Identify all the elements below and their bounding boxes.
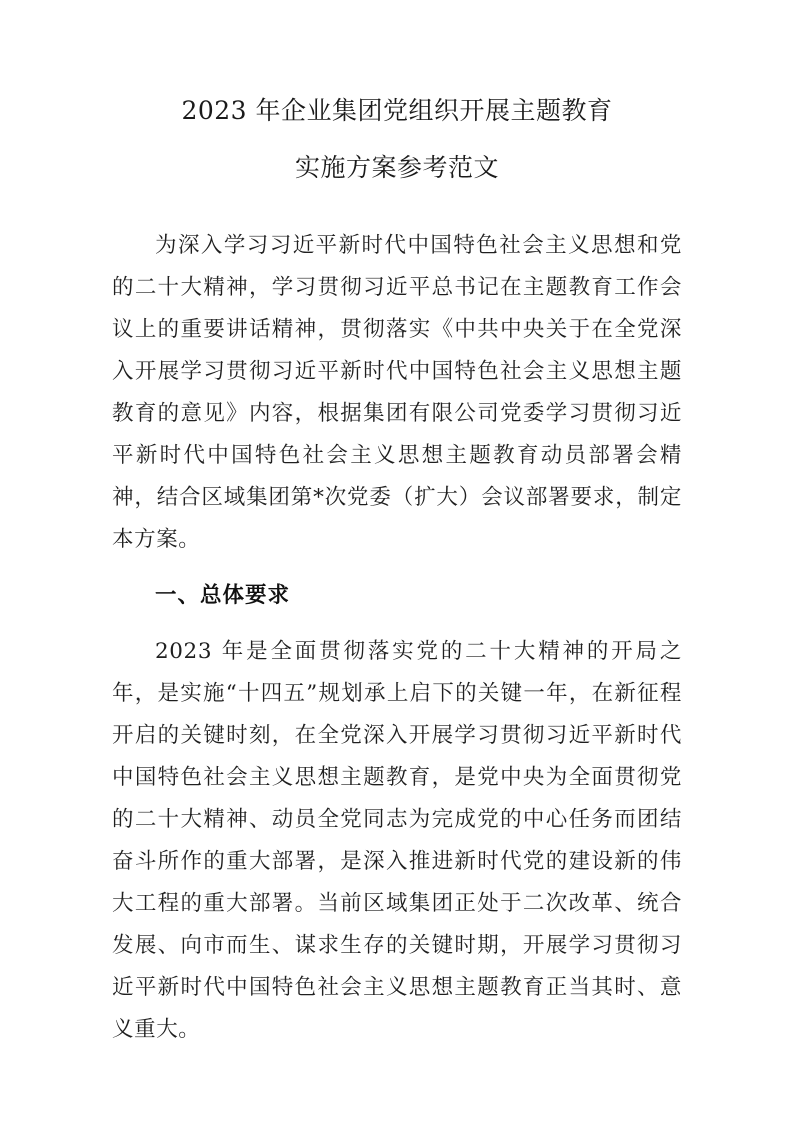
section-heading-1: 一、总体要求 xyxy=(155,583,291,608)
document-title-line-2: 实施方案参考范文 xyxy=(294,153,499,182)
document-title-line-1: 2023 年企业集团党组织开展主题教育 xyxy=(181,96,613,125)
preamble-paragraph: 为深入学习习近平新时代中国特色社会主义思想和党的二十大精神，学习贯彻习近平总书记在主题教育工作会议上的重要讲话精神，贯彻落实《中共中央关于在全党深入开展学习贯彻习近平新时代中国特色社会主义思想主题教育的意见》内容，根据集团有限公司党委学习贯彻习近平新时代中国特色社会主义思想主题教育动员部署会精神，结合区域集团第*次党委（扩大）会议部署要求，制定本方案。 xyxy=(112,233,682,552)
section-1-paragraph: 2023 年是全面贯彻落实党的二十大精神的开局之年，是实施“十四五”规划承上启下的关键一年，在新征程开启的关键时刻，在全党深入开展学习贯彻习近平新时代中国特色社会主义思想主题教育，是党中央为全面贯彻党的二十大精神、动员全党同志为完成党的中心任务而团结奋斗所作的重大部署，是深入推进新时代党的建设新的伟大工程的重大部署。当前区域集团正处于二次改革、统合发展、向市而生、谋求生存的关键时期，开展学习贯彻习近平新时代中国特色社会主义思想主题教育正当其时、意义重大。 xyxy=(112,639,682,1042)
document-title-block xyxy=(112,0,682,196)
document-body xyxy=(112,0,682,1051)
page-title xyxy=(112,82,682,196)
